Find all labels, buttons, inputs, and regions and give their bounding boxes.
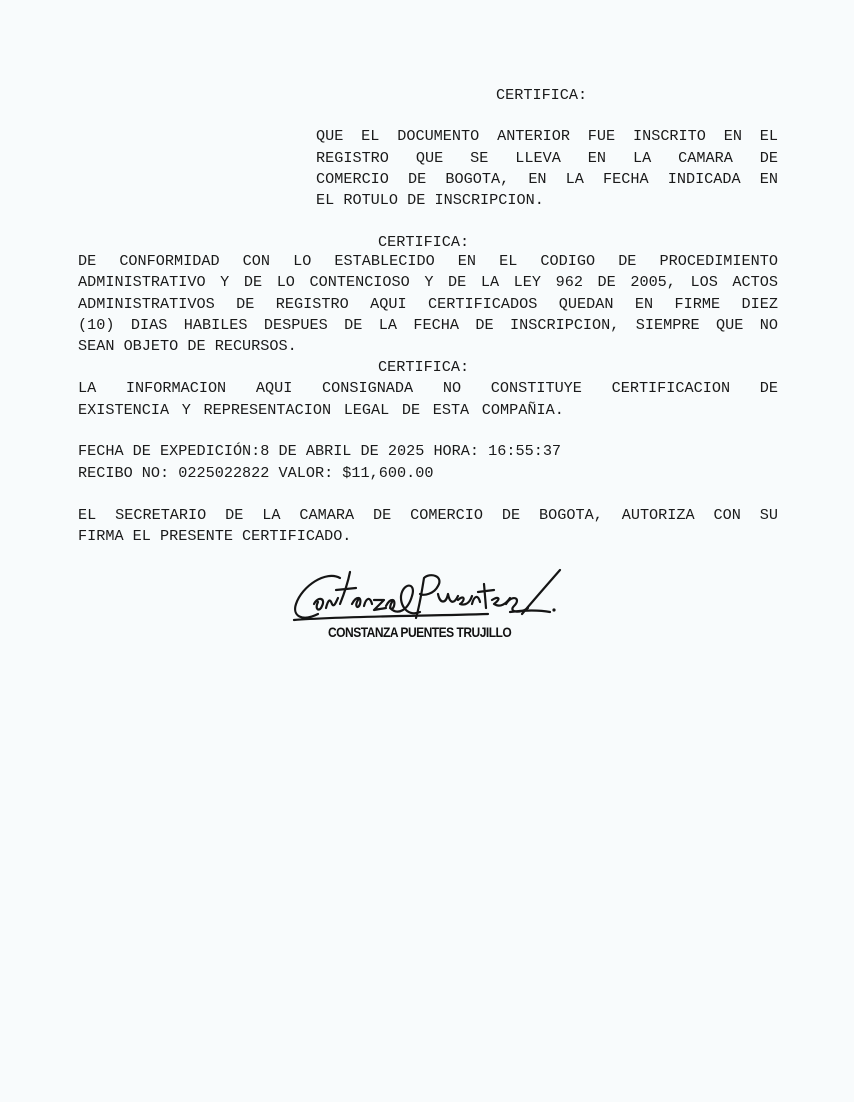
recibo-valor: RECIBO NO: 0225022822 VALOR: $11,600.00	[78, 464, 434, 482]
certifica-heading-2: CERTIFICA:	[378, 233, 470, 251]
autorizacion-line-1: EL SECRETARIO DE LA CAMARA DE COMERCIO DE BOGOTA, AUTORIZA CON SU	[78, 506, 778, 524]
signatory-name: CONSTANZA PUENTES TRUJILLO	[328, 624, 512, 640]
fecha-expedicion: FECHA DE EXPEDICIÓN:8 DE ABRIL DE 2025 HORA: 16:55:37	[78, 442, 562, 460]
certifica-heading-1: CERTIFICA:	[496, 86, 588, 104]
certifica-1-line-2: REGISTRO QUE SE LLEVA EN LA CAMARA DE	[316, 149, 778, 167]
certifica-heading-3: CERTIFICA:	[378, 358, 470, 376]
certifica-2-line-5: SEAN OBJETO DE RECURSOS.	[78, 337, 297, 355]
handwritten-signature	[288, 564, 578, 626]
certifica-2-line-2: ADMINISTRATIVO Y DE LO CONTENCIOSO Y DE LA LEY 962 DE 2005, LOS ACTOS	[78, 273, 778, 291]
certifica-1-line-1: QUE EL DOCUMENTO ANTERIOR FUE INSCRITO EN EL	[316, 127, 778, 145]
certifica-3-line-2: EXISTENCIA Y REPRESENTACION LEGAL DE ESTA COMPAÑIA.	[78, 401, 564, 419]
certifica-3-line-1: LA INFORMACION AQUI CONSIGNADA NO CONSTITUYE CERTIFICACION DE	[78, 379, 778, 397]
certifica-1-line-4: EL ROTULO DE INSCRIPCION.	[316, 191, 544, 209]
certifica-2-line-4: (10) DIAS HABILES DESPUES DE LA FECHA DE INSCRIPCION, SIEMPRE QUE NO	[78, 316, 778, 334]
certifica-2-line-3: ADMINISTRATIVOS DE REGISTRO AQUI CERTIFICADOS QUEDAN EN FIRME DIEZ	[78, 295, 778, 313]
certifica-1-line-3: COMERCIO DE BOGOTA, EN LA FECHA INDICADA EN	[316, 170, 778, 188]
autorizacion-line-2: FIRMA EL PRESENTE CERTIFICADO.	[78, 527, 352, 545]
certifica-2-line-1: DE CONFORMIDAD CON LO ESTABLECIDO EN EL CODIGO DE PROCEDIMIENTO	[78, 252, 778, 270]
